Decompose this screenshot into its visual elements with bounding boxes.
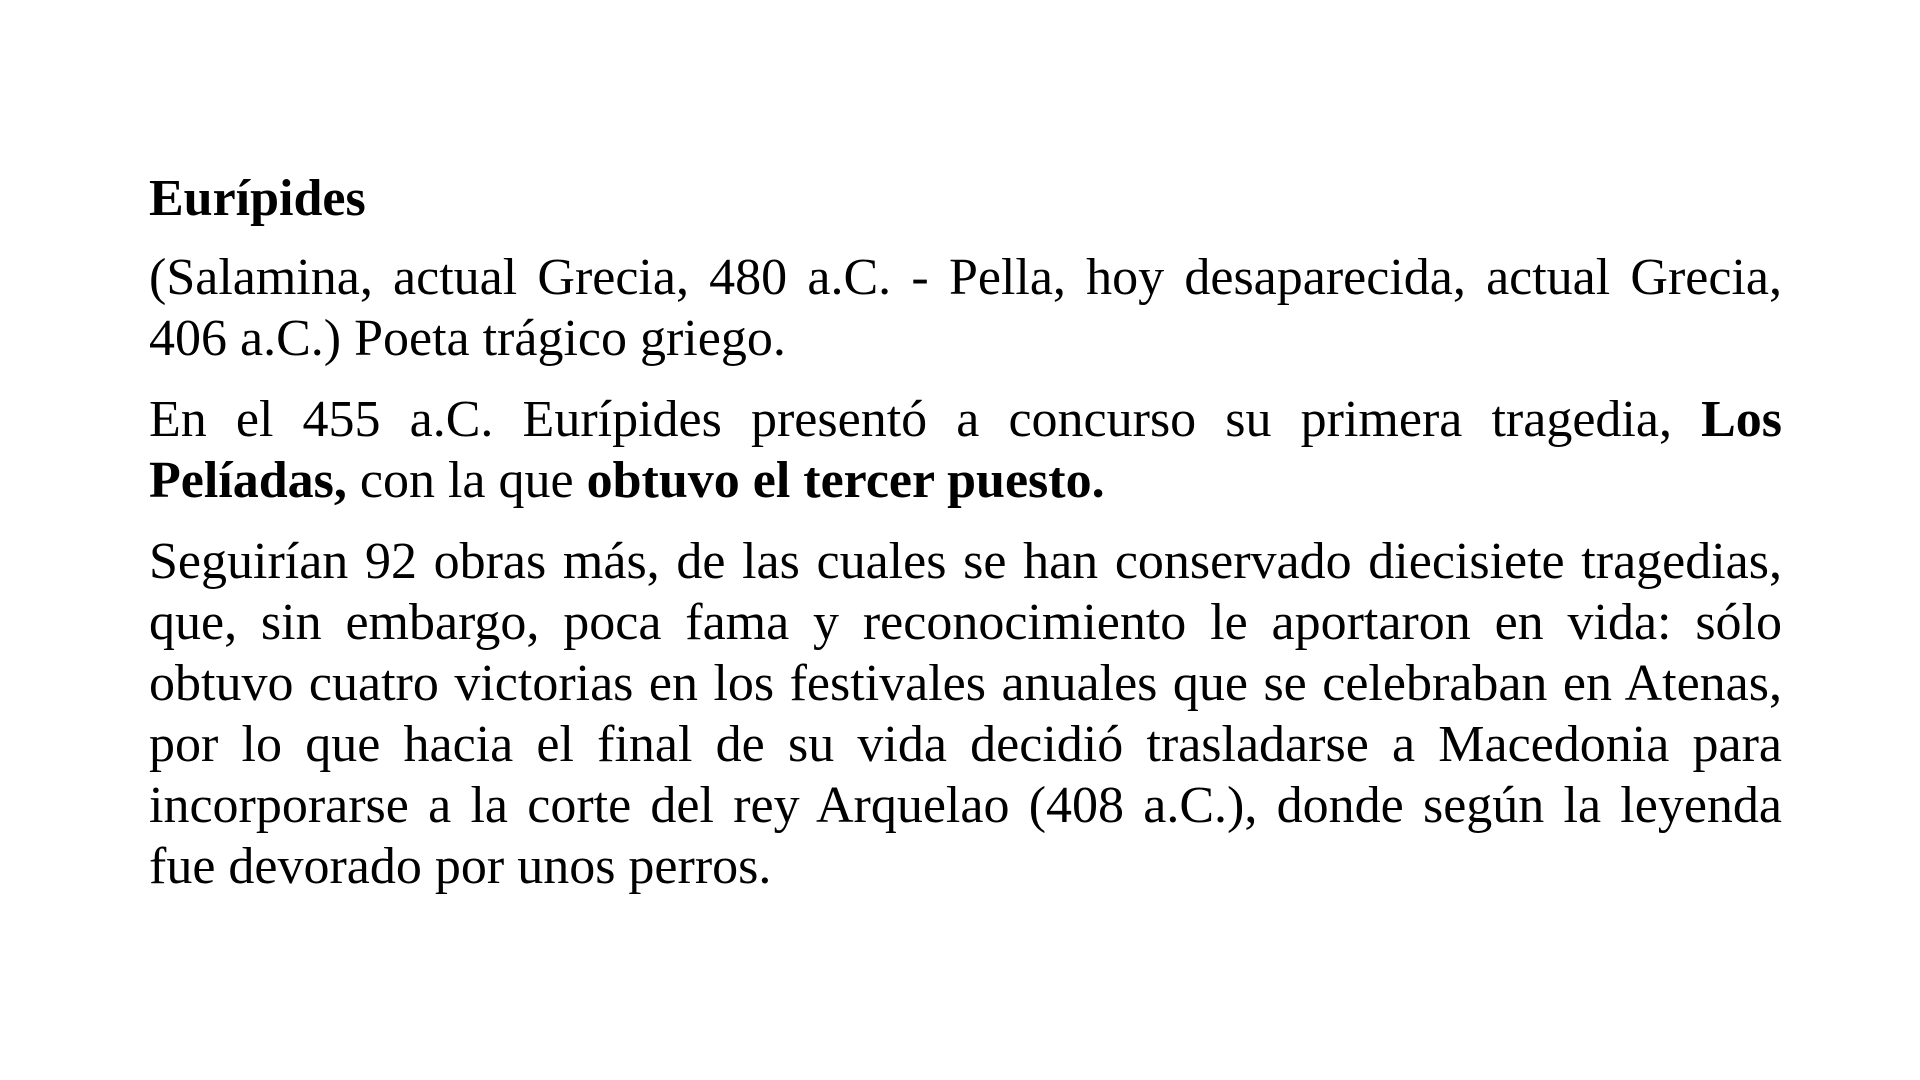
slide-content [149,168,1782,897]
document-title: Eurípides [149,170,366,227]
third-place-bold: obtuvo el tercer puesto. [586,452,1105,509]
paragraph-birth-death: (Salamina, actual Grecia, 480 a.C. - Pella, hoy desaparecida, actual Grecia, 406 a.C.) Poeta trágico griego. [149,249,1782,367]
tragedy-title-bold: Los Pelíadas, [149,391,1782,509]
paragraph-first-tragedy-text-2: con la que [346,452,587,509]
paragraph-first-tragedy-text-1: En el 455 a.C. Eurípides presentó a concurso su primera tragedia, [149,391,1702,448]
paragraph-first-tragedy [149,389,1782,511]
paragraph-later-works: Seguirían 92 obras más, de las cuales se han conservado diecisiete tragedias, que, sin embargo, poca fama y reconocimiento le aportaron en vida: sólo obtuvo cuatro victorias en los festivales anuales que se celebraban en Atenas, por lo que hacia el final de su vida decidió trasladarse a Macedonia para incorporarse a la corte del rey Arquelao (408 a.C.), donde según la leyenda fue devorado por unos perros. [149,533,1782,895]
